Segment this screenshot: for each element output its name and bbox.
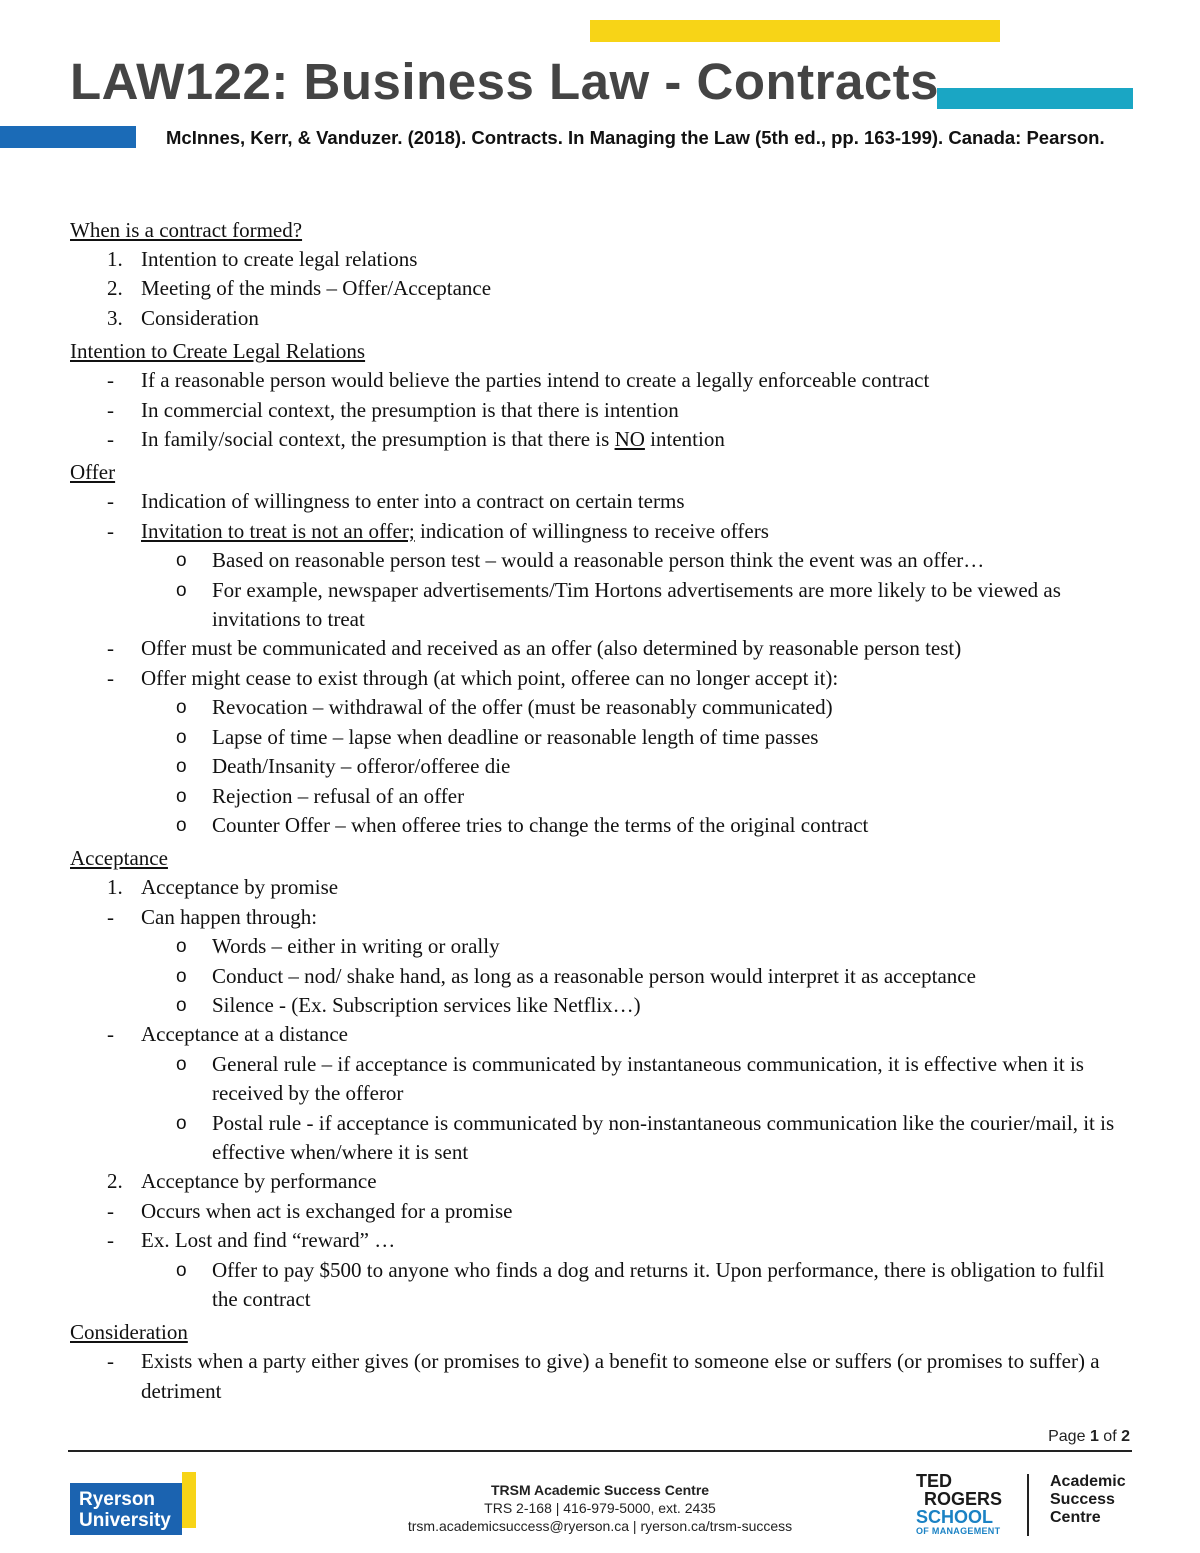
list-item: o Postal rule - if acceptance is communicated by non-instantaneous communication like the courier/mail, it is effective when/where it is sent — [176, 1110, 1115, 1164]
list-item: 3. Consideration — [107, 305, 259, 330]
yellow-accent-bar — [590, 20, 1000, 42]
emphasis-no: NO — [614, 427, 645, 452]
list-item: - Offer might cease to exist through (at which point, offeree can no longer accept it): — [107, 665, 839, 690]
address-line: TRS 2-168 | 416-979-5000, ext. 2435 — [484, 1500, 716, 1516]
ted-rogers-school-logo: TED ROGERS SCHOOL OF MANAGEMENT — [916, 1471, 1002, 1536]
page-number: Page 1 of 2 — [1048, 1428, 1130, 1445]
footer-divider — [68, 1450, 1132, 1452]
list-item: o Offer to pay $500 to anyone who finds a dog and returns it. Upon performance, there is obligation to fulfil the contract — [176, 1257, 1105, 1311]
section-title-formed: When is a contract formed? — [70, 218, 303, 242]
academic-success-centre-logo: Academic Success Centre — [1050, 1473, 1126, 1526]
contact-line: trsm.academicsuccess@ryerson.ca | ryerson.ca/trsm-success — [407, 1518, 793, 1534]
section-title-intention: Intention to Create Legal Relations — [70, 339, 366, 364]
logo-divider — [1027, 1474, 1029, 1536]
list-item: o Silence - (Ex. Subscription services like Netflix…) — [176, 992, 641, 1017]
citation: McInnes, Kerr, & Vanduzer. (2018). Contracts. In Managing the Law (5th ed., pp. 163-199). Canada: Pearson. — [166, 127, 1105, 148]
list-item: - Occurs when act is exchanged for a promise — [107, 1198, 513, 1223]
list-item: - Indication of willingness to enter into a contract on certain terms — [107, 489, 685, 514]
footer-contact — [340, 1481, 860, 1535]
list-item: 1. Intention to create legal relations — [107, 247, 418, 271]
list-item: o Counter Offer – when offeree tries to change the terms of the original contract — [176, 812, 869, 837]
list-item: - In commercial context, the presumption is that there is intention — [107, 397, 679, 422]
list-item: o Words – either in writing or orally — [176, 934, 500, 959]
document-body — [70, 212, 1130, 1406]
ryerson-university-logo: Ryerson University — [70, 1483, 182, 1535]
list-item: o Revocation – withdrawal of the offer (must be reasonably communicated) — [176, 695, 833, 720]
blue-accent-bar — [0, 126, 136, 148]
list-item: - Acceptance at a distance — [107, 1022, 348, 1047]
list-item: - If a reasonable person would believe the parties intend to create a legally enforceable contract — [107, 368, 930, 393]
section-title-offer: Offer — [70, 460, 116, 485]
emphasis-invitation: Invitation to treat is not an offer; — [141, 518, 415, 543]
section-title-acceptance: Acceptance — [70, 846, 168, 871]
page-title: LAW122: Business Law - Contracts — [70, 53, 940, 110]
list-item: o For example, newspaper advertisements/Tim Hortons advertisements are more likely to be viewed as invitations to treat — [176, 577, 1061, 632]
list-item: - Can happen through: — [107, 904, 318, 929]
list-item: 1. Acceptance by promise — [107, 875, 339, 900]
list-item: o Lapse of time – lapse when deadline or reasonable length of time passes — [176, 724, 819, 749]
list-item: o Based on reasonable person test – would a reasonable person think the event was an offer… — [176, 548, 985, 573]
teal-accent-bar — [937, 88, 1133, 109]
list-item: - In family/social context, the presumption is that there is NO intention — [107, 427, 725, 452]
list-item: 2. Meeting of the minds – Offer/Acceptance — [107, 276, 492, 301]
list-item: - Exists when a party either gives (or promises to give) a benefit to someone else or suffers (or promises to suffer) a detriment — [107, 1349, 1100, 1403]
centre-name: TRSM Academic Success Centre — [490, 1482, 710, 1498]
list-item: - Ex. Lost and find “reward” … — [107, 1228, 396, 1253]
ryerson-logo-accent — [182, 1472, 196, 1528]
section-title-consideration: Consideration — [70, 1320, 188, 1345]
list-item: o General rule – if acceptance is communicated by instantaneous communication, it is effective when it is received by the offeror — [176, 1051, 1084, 1106]
list-item: 2. Acceptance by performance — [107, 1169, 377, 1194]
list-item: o Conduct – nod/ shake hand, as long as a reasonable person would interpret it as acceptance — [176, 963, 976, 988]
list-item: o Rejection – refusal of an offer — [176, 783, 465, 808]
list-item: o Death/Insanity – offeror/offeree die — [176, 754, 511, 779]
list-item: - Invitation to treat is not an offer; indication of willingness to receive offers — [107, 518, 769, 543]
list-item: - Offer must be communicated and received as an offer (also determined by reasonable person test) — [107, 636, 962, 661]
